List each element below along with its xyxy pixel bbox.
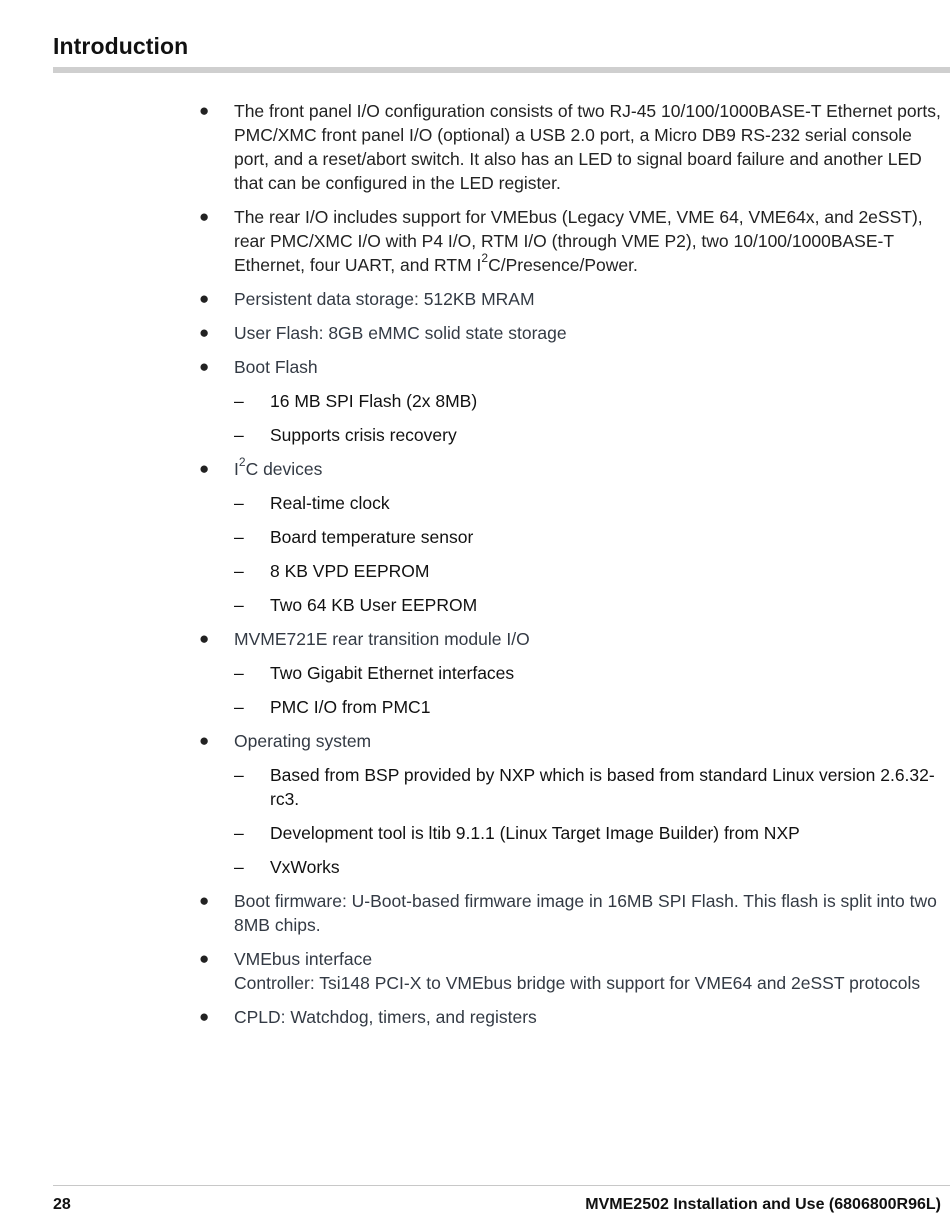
dash-icon: – xyxy=(234,663,244,683)
list-item-text: VMEbus interface xyxy=(234,949,373,969)
dash-icon: – xyxy=(234,561,244,581)
sub-item xyxy=(195,855,950,879)
sub-item xyxy=(195,821,950,845)
sub-item-text: Based from BSP provided by NXP which is based from standard Linux version 2.6.32-rc3. xyxy=(270,765,935,809)
superscript: 2 xyxy=(481,251,489,266)
footer-divider xyxy=(53,1185,950,1186)
bullet-icon: ● xyxy=(199,323,210,342)
bullet-icon: ● xyxy=(199,949,210,968)
sub-item xyxy=(195,525,950,549)
dash-icon: – xyxy=(234,425,244,445)
list-item-text-continued: C devices xyxy=(245,459,323,479)
sub-item xyxy=(195,491,950,515)
sub-item xyxy=(195,661,950,685)
sub-item xyxy=(195,389,950,413)
sub-item-text: Real-time clock xyxy=(270,493,390,513)
list-item-persistent-storage xyxy=(195,287,950,311)
list-item-front-panel-io xyxy=(195,99,950,195)
sub-item-text: Two 64 KB User EEPROM xyxy=(270,595,478,615)
sub-item xyxy=(195,695,950,719)
page-title: Introduction xyxy=(53,33,189,59)
sub-item-text: VxWorks xyxy=(270,857,340,877)
bullet-icon: ● xyxy=(199,357,210,376)
list-item-i2c-devices xyxy=(195,457,950,481)
list-item-text: Boot firmware: U-Boot-based firmware image in 16MB SPI Flash. This flash is split into two 8MB chips. xyxy=(234,891,937,935)
header-divider xyxy=(53,67,950,73)
bullet-icon: ● xyxy=(199,731,210,750)
sub-item xyxy=(195,593,950,617)
bullet-icon: ● xyxy=(199,891,210,910)
bullet-icon: ● xyxy=(199,459,210,478)
dash-icon: – xyxy=(234,493,244,513)
sub-item xyxy=(195,763,950,811)
sub-item-text: Board temperature sensor xyxy=(270,527,474,547)
dash-icon: – xyxy=(234,391,244,411)
dash-icon: – xyxy=(234,697,244,717)
list-item-text: Boot Flash xyxy=(234,357,318,377)
list-item-operating-system xyxy=(195,729,950,753)
dash-icon: – xyxy=(234,765,244,785)
list-item-text: The front panel I/O configuration consists of two RJ-45 10/100/1000BASE-T Ethernet ports, PMC/XMC front panel I/O (optional) a USB 2.0 port, a Micro DB9 RS-232 serial console port, and a reset/abort switch. It also has an LED to signal board failure and another LED that can be configured in the LED register. xyxy=(234,101,941,193)
list-item-text: The rear I/O includes support for VMEbus (Legacy VME, VME 64, VME64x, and 2eSST), rear PMC/XMC I/O with P4 I/O, RTM I/O (through VME P2), two 10/100/1000BASE-T Ethernet, four UART, and RTM I xyxy=(234,207,923,275)
sub-item-text: Supports crisis recovery xyxy=(270,425,457,445)
list-item-text: Operating system xyxy=(234,731,372,751)
list-item-text-continued: C/Presence/Power. xyxy=(488,255,638,275)
bullet-icon: ● xyxy=(199,289,210,308)
list-item-boot-firmware xyxy=(195,889,950,937)
list-item-rtm-io xyxy=(195,627,950,651)
sub-item xyxy=(195,423,950,447)
dash-icon: – xyxy=(234,823,244,843)
sub-item xyxy=(195,559,950,583)
list-item-cpld xyxy=(195,1005,950,1029)
list-item-text: Persistent data storage: 512KB MRAM xyxy=(234,289,535,309)
list-item-detail: Controller: Tsi148 PCI-X to VMEbus bridge with support for VME64 and 2eSST protocols xyxy=(234,973,921,993)
sub-item-text: PMC I/O from PMC1 xyxy=(270,697,431,717)
page-number: 28 xyxy=(53,1196,71,1213)
dash-icon: – xyxy=(234,595,244,615)
list-item-text: I xyxy=(234,459,239,479)
bullet-icon: ● xyxy=(199,101,210,120)
list-item-boot-flash xyxy=(195,355,950,379)
list-item-rear-io xyxy=(195,205,950,277)
list-item-text: CPLD: Watchdog, timers, and registers xyxy=(234,1007,537,1027)
bullet-icon: ● xyxy=(199,1007,210,1026)
dash-icon: – xyxy=(234,527,244,547)
document-title: MVME2502 Installation and Use (6806800R96L) xyxy=(585,1196,941,1213)
sub-item-text: 16 MB SPI Flash (2x 8MB) xyxy=(270,391,478,411)
bullet-icon: ● xyxy=(199,207,210,226)
list-item-user-flash xyxy=(195,321,950,345)
bullet-icon: ● xyxy=(199,629,210,648)
sub-item-text: Two Gigabit Ethernet interfaces xyxy=(270,663,515,683)
feature-list xyxy=(195,99,950,1039)
sub-item-text: 8 KB VPD EEPROM xyxy=(270,561,430,581)
sub-item-text: Development tool is ltib 9.1.1 (Linux Target Image Builder) from NXP xyxy=(270,823,800,843)
list-item-text: User Flash: 8GB eMMC solid state storage xyxy=(234,323,567,343)
list-item-text: MVME721E rear transition module I/O xyxy=(234,629,530,649)
list-item-vmebus-interface xyxy=(195,947,950,995)
dash-icon: – xyxy=(234,857,244,877)
superscript: 2 xyxy=(238,455,246,470)
